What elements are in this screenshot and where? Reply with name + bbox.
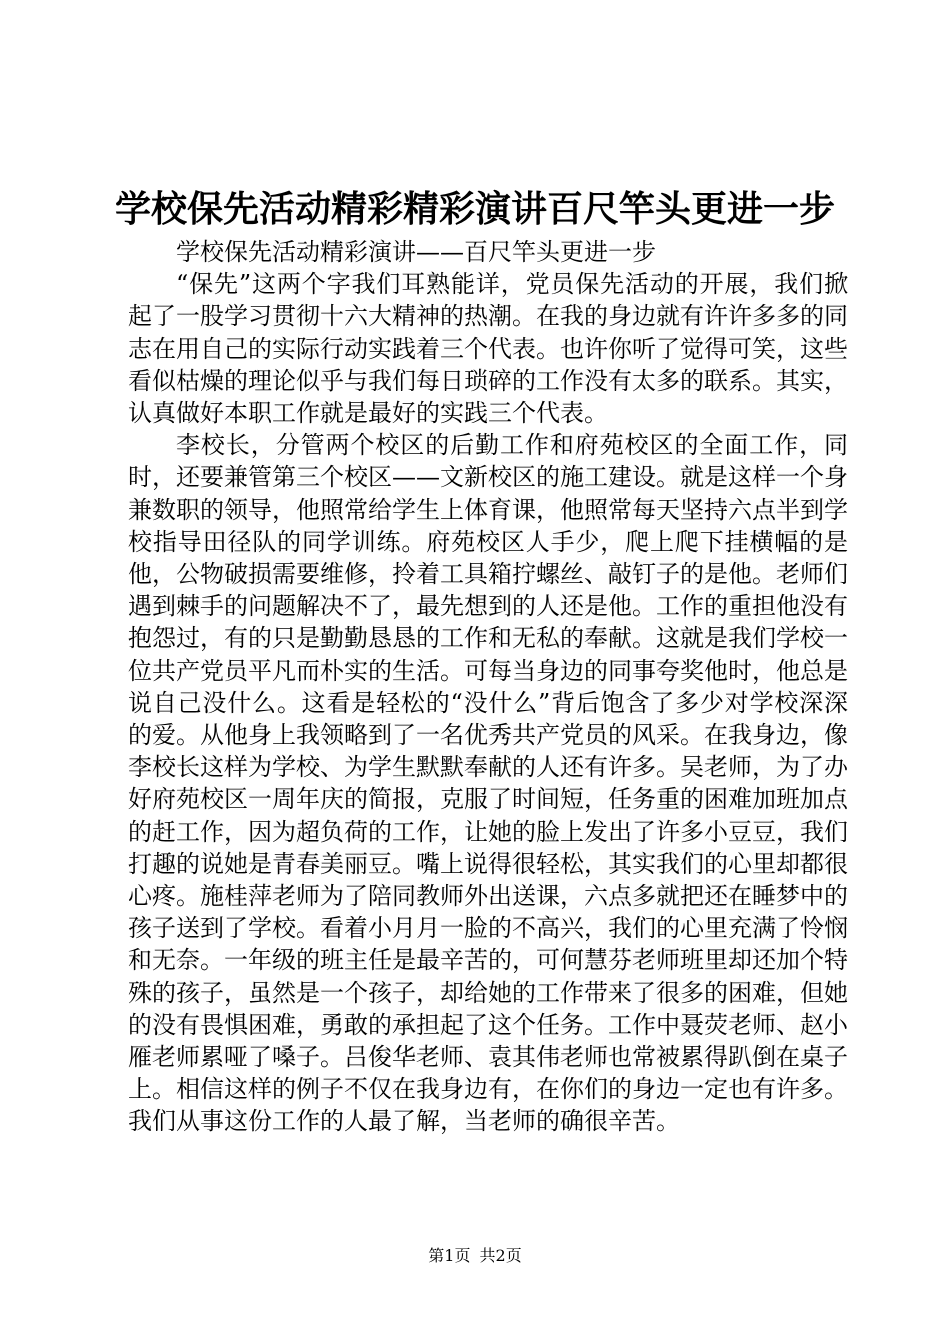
page-number: 第1页	[428, 1246, 471, 1265]
page-footer	[0, 1246, 950, 1266]
subtitle-paragraph: 学校保先活动精彩演讲——百尺竿头更进一步	[176, 238, 656, 266]
body-paragraph: “保先”这两个字我们耳熟能详，党员保先活动的开展，我们掀起了一股学习贯彻十六大精神的热潮。在我的身边就有许许多多的同志在用自己的实际行动实践着三个代表。也许你听了觉得可笑，这些看似枯燥的理论似乎与我们每日琐碎的工作没有太多的联系。其实，认真做好本职工作就是最好的实践三个代表。	[128, 270, 848, 428]
page-total: 共2页	[479, 1246, 522, 1265]
body-paragraph: 李校长，分管两个校区的后勤工作和府苑校区的全面工作，同时，还要兼管第三个校区——文新校区的施工建设。就是这样一个身兼数职的领导，他照常给学生上体育课，他照常每天坚持六点半到学校指导田径队的同学训练。府苑校区人手少，爬上爬下挂横幅的是他，公物破损需要维修，拎着工具箱拧螺丝、敲钉子的是他。老师们遇到棘手的问题解决不了，最先想到的人还是他。工作的重担他没有抱怨过，有的只是勤勤恳恳的工作和无私的奉献。这就是我们学校一位共产党员平凡而朴实的生活。可每当身边的同事夸奖他时，他总是说自己没什么。这看是轻松的“没什么”背后饱含了多少对学校深深的爱。从他身上我领略到了一名优秀共产党员的风采。在我身边，像李校长这样为学校、为学生默默奉献的人还有许多。吴老师，为了办好府苑校区一周年庆的简报，克服了时间短，任务重的困难加班加点的赶工作，因为超负荷的工作，让她的脸上发出了许多小豆豆，我们打趣的说她是青春美丽豆。嘴上说得很轻松，其实我们的心里却都很心疼。施桂萍老师为了陪同教师外出送课，六点多就把还在睡梦中的孩子送到了学校。看着小月月一脸的不高兴，我们的心里充满了怜悯和无奈。一年级的班主任是最辛苦的，可何慧芬老师班里却还加个特殊的孩子，虽然是一个孩子，却给她的工作带来了很多的困难，但她的没有畏惧困难，勇敢的承担起了这个任务。工作中聂荧老师、赵小雁老师累哑了嗓子。吕俊华老师、袁其伟老师也常被累得趴倒在桌子上。相信这样的例子不仅在我身边有，在你们的身边一定也有许多。我们从事这份工作的人最了解，当老师的确很辛苦。	[128, 431, 848, 1136]
document-body	[128, 236, 848, 1138]
document-title: 学校保先活动精彩精彩演讲百尺竿头更进一步	[114, 188, 835, 230]
